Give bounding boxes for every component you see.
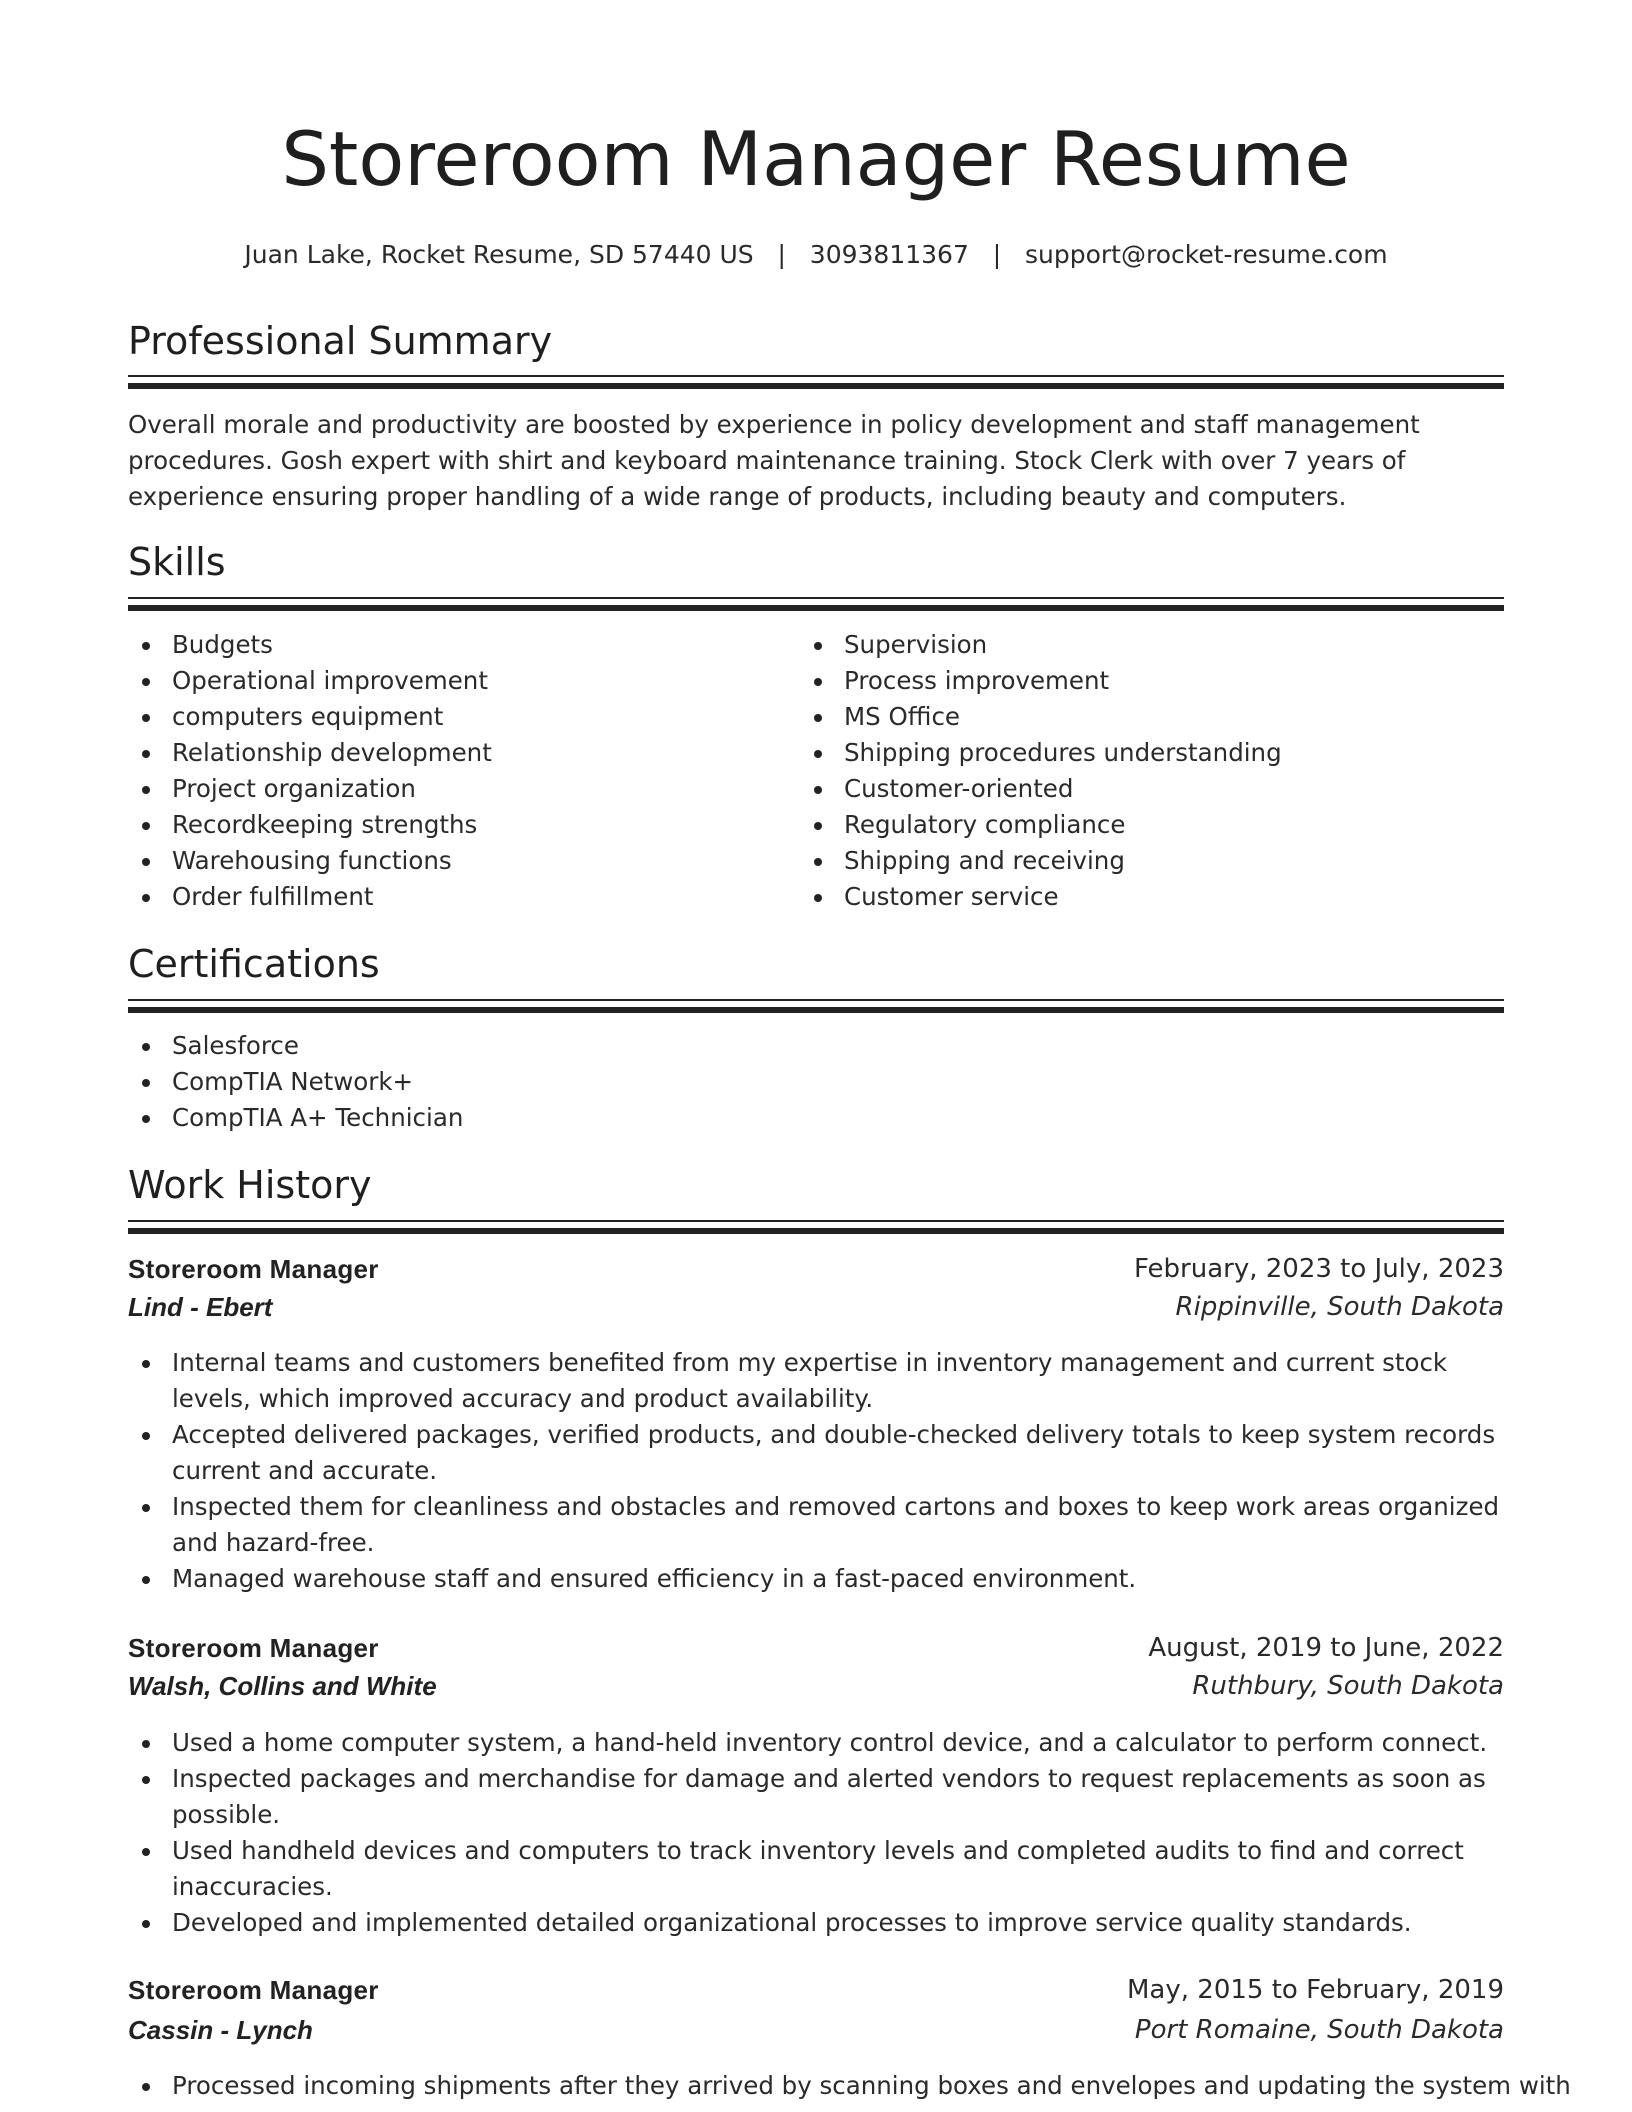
skill-item: Warehousing functions	[128, 843, 788, 879]
skill-item: computers equipment	[128, 699, 788, 735]
job-company: Walsh, Collins and White	[128, 1671, 437, 1701]
skill-item: Customer-oriented	[800, 771, 1500, 807]
job-bullet-item: Inspected them for cleanliness and obstacles and removed cartons and boxes to keep work areas organized and hazard-free.	[128, 1489, 1504, 1561]
skill-item: Project organization	[128, 771, 788, 807]
certification-item: CompTIA Network+	[128, 1064, 1504, 1100]
skill-item: Regulatory compliance	[800, 807, 1500, 843]
job-location: Rippinville, South Dakota	[1175, 1292, 1504, 1322]
summary-text: Overall morale and productivity are boosted by experience in policy development and staff management procedures. Gosh expert with shirt and keyboard maintenance training. Stock Clerk with over 7 years of experience ensuring proper handling of a wide range of products, including beauty and computers.	[128, 410, 1420, 511]
job-title: Storeroom Manager	[128, 1633, 379, 1663]
skill-item: Shipping procedures understanding	[800, 735, 1500, 771]
job-dates: February, 2023 to July, 2023	[1134, 1254, 1504, 1284]
contact-separator: |	[992, 240, 1002, 269]
skill-item: Operational improvement	[128, 663, 788, 699]
job-dates: May, 2015 to February, 2019	[1127, 1975, 1504, 2005]
section-divider	[128, 375, 1504, 391]
certifications-heading: Certifications	[128, 942, 380, 986]
job-bullet-item: Managed warehouse staff and ensured efficiency in a fast-paced environment.	[128, 1561, 1504, 1597]
skill-item: Order fulfillment	[128, 879, 788, 915]
job-bullets	[128, 1725, 1504, 1941]
skill-item: Shipping and receiving	[800, 843, 1500, 879]
job-bullets	[128, 1345, 1504, 1597]
job-title: Storeroom Manager	[128, 1254, 379, 1284]
skill-item: Customer service	[800, 879, 1500, 915]
contact-separator: |	[777, 240, 786, 269]
job-dates: August, 2019 to June, 2022	[1148, 1633, 1504, 1663]
contact-address: Juan Lake, Rocket Resume, SD 57440 US	[244, 240, 754, 269]
job-location: Port Romaine, South Dakota	[1134, 2015, 1504, 2045]
job-company: Cassin - Lynch	[128, 2015, 313, 2045]
skill-item: Recordkeeping strengths	[128, 807, 788, 843]
job-bullet-item: Used a home computer system, a hand-held inventory control device, and a calculator to perform connect.	[128, 1725, 1504, 1761]
job-bullet-item: Inspected packages and merchandise for damage and alerted vendors to request replacements as soon as possible.	[128, 1761, 1504, 1833]
job-bullet-item: Used handheld devices and computers to track inventory levels and completed audits to find and correct inaccuracies.	[128, 1833, 1504, 1905]
job-company: Lind - Ebert	[128, 1292, 273, 1322]
skills-list-right	[800, 627, 1500, 915]
skills-list-left	[128, 627, 788, 915]
summary-heading: Professional Summary	[128, 319, 553, 363]
skills-heading: Skills	[128, 540, 226, 584]
section-divider	[128, 1220, 1504, 1236]
job-bullet-item: Processed incoming shipments after they arrived by scanning boxes and envelopes and updating the system with	[128, 2068, 1504, 2104]
skill-item: Supervision	[800, 627, 1500, 663]
section-divider	[128, 597, 1504, 613]
job-location: Ruthbury, South Dakota	[1192, 1671, 1504, 1701]
contact-line	[0, 240, 1632, 269]
contact-phone: 3093811367	[809, 240, 969, 269]
job-title: Storeroom Manager	[128, 1975, 379, 2005]
certifications-list	[128, 1028, 1504, 1136]
certification-item: CompTIA A+ Technician	[128, 1100, 1504, 1136]
work-history-heading: Work History	[128, 1163, 372, 1207]
skill-item: Process improvement	[800, 663, 1500, 699]
job-bullet-item: Accepted delivered packages, verified products, and double-checked delivery totals to keep system records current and accurate.	[128, 1417, 1504, 1489]
skill-item: Relationship development	[128, 735, 788, 771]
contact-email: support@rocket-resume.com	[1024, 240, 1388, 269]
resume-title: Storeroom Manager Resume	[281, 115, 1351, 203]
skill-item: Budgets	[128, 627, 788, 663]
section-divider	[128, 999, 1504, 1015]
skill-item: MS Office	[800, 699, 1500, 735]
job-bullets	[128, 2068, 1571, 2104]
job-bullet-item: Internal teams and customers benefited from my expertise in inventory management and current stock levels, which improved accuracy and product availability.	[128, 1345, 1504, 1417]
certification-item: Salesforce	[128, 1028, 1504, 1064]
job-bullet-item: Developed and implemented detailed organizational processes to improve service quality standards.	[128, 1905, 1504, 1941]
